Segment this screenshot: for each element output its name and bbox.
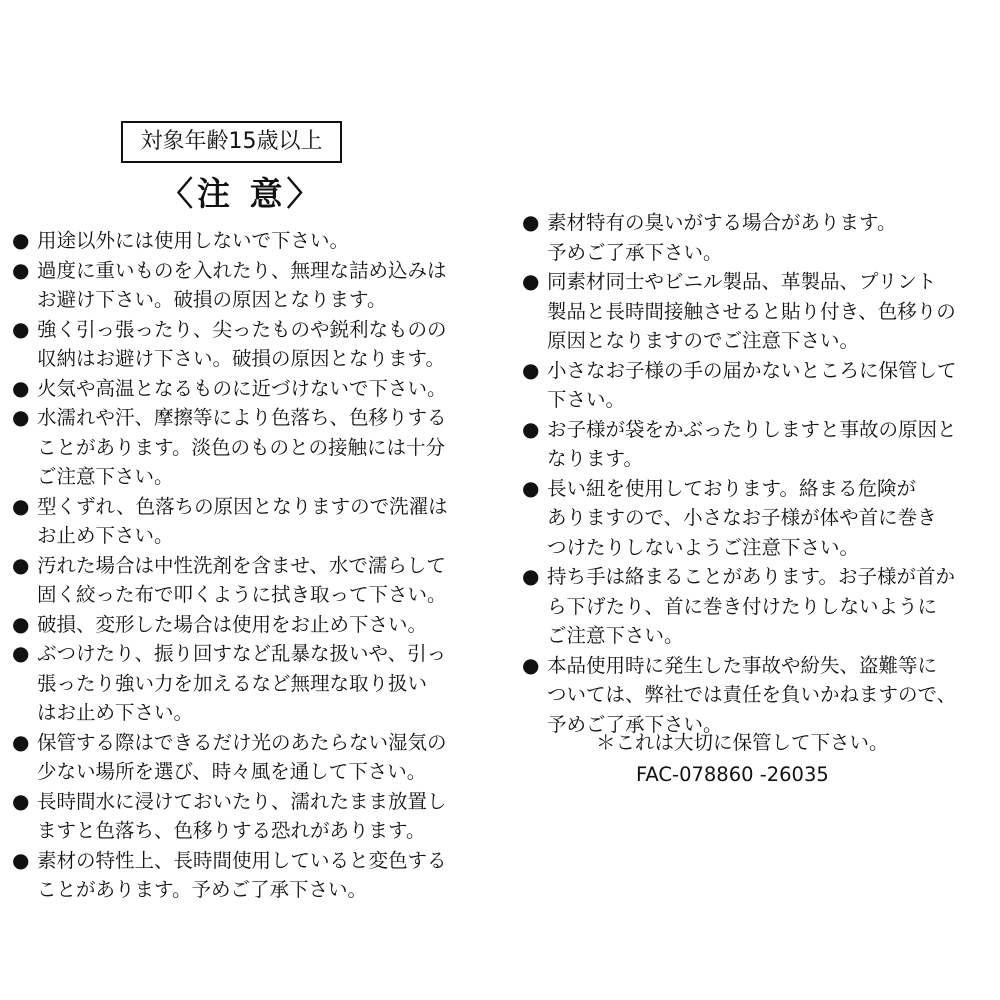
bullet-icon: ●	[12, 788, 30, 813]
caution-text-line: 過度に重いものを入れたり、無理な詰め込みは	[37, 258, 447, 282]
bullet-icon: ●	[522, 475, 540, 500]
bullet-icon: ●	[12, 257, 30, 282]
bullet-icon: ●	[522, 210, 540, 234]
caution-item	[522, 267, 988, 356]
caution-text-line: 持ち手は絡まることがあります。お子様が首か	[547, 565, 955, 588]
bullet-icon: ●	[12, 228, 30, 252]
bullet-icon: ●	[522, 357, 540, 382]
caution-text-line: 小さなお子様の手の届かないところに保管して	[547, 358, 957, 382]
caution-text-line: 水濡れや汗、摩擦等により色落ち、色移りする	[37, 406, 447, 429]
caution-text-line: ことがあります。淡色のものとの接触には十分	[37, 435, 445, 459]
caution-text-line: はお止め下さい。	[37, 701, 194, 724]
caution-text-line: 原因となりますのでご注意下さい。	[547, 329, 860, 352]
age-rating-label: 対象年齢15歳以上	[121, 121, 342, 163]
product-code: FAC-078860 -26035	[636, 763, 829, 786]
bullet-icon: ●	[522, 269, 540, 293]
caution-text-line: 同素材同士やビニル製品、革製品、プリント	[547, 270, 937, 293]
caution-text-line: 汚れた場合は中性洗剤を含ませ、水で濡らして	[37, 553, 446, 577]
caution-text-line: 本品使用時に発生した事故や紛失、盗難等に	[547, 653, 938, 677]
caution-item	[12, 551, 482, 610]
caution-text-line: 強く引っ張ったり、尖ったものや鋭利なものの	[37, 317, 447, 341]
caution-item	[12, 639, 482, 728]
caution-item	[12, 787, 482, 846]
caution-text-line: 予めご了承下さい。	[547, 712, 723, 736]
caution-text-line: ありますので、小さなお子様が体や首に巻き	[547, 506, 937, 529]
bullet-icon: ●	[12, 641, 30, 665]
caution-item	[522, 651, 988, 740]
bullet-icon: ●	[522, 652, 540, 677]
caution-text-line: ついては、弊社では責任を負いかねますので、	[547, 683, 957, 706]
caution-list-right	[522, 208, 988, 739]
caution-item	[12, 315, 482, 374]
caution-item	[522, 415, 988, 474]
caution-item	[12, 610, 482, 640]
bullet-icon: ●	[12, 405, 30, 429]
caution-text-line: お避け下さい。破損の原因となります。	[37, 288, 387, 311]
caution-text-line: 用途以外には使用しないで下さい。	[37, 229, 350, 252]
bullet-icon: ●	[522, 564, 540, 588]
caution-text-line: 保管する際はできるだけ光のあたらない湿気の	[37, 730, 447, 754]
caution-text-line: 型くずれ、色落ちの原因となりますので洗濯は	[37, 494, 448, 518]
caution-text-line: 火気や高温となるものに近づけないで下さい。	[37, 376, 447, 400]
caution-text-line: ことがあります。予めご了承下さい。	[37, 878, 367, 901]
caution-text-line: 少ない場所を選び、時々風を通して下さい。	[37, 760, 427, 783]
bullet-icon: ●	[12, 375, 30, 400]
caution-item	[12, 403, 482, 492]
caution-item	[522, 208, 988, 267]
caution-text-line: つけたりしないようご注意下さい。	[547, 535, 860, 559]
caution-item	[12, 226, 482, 256]
bullet-icon: ●	[12, 493, 30, 518]
bullet-icon: ●	[12, 729, 30, 754]
caution-item	[12, 256, 482, 315]
caution-list-left	[12, 226, 482, 905]
caution-text-line: 下さい。	[547, 388, 626, 411]
caution-heading: 〈注 意〉	[160, 174, 324, 213]
storage-note: ＊これは大切に保管して下さい。	[596, 731, 889, 754]
caution-text-line: ご注意下さい。	[547, 624, 684, 647]
caution-text-line: 予めご了承下さい。	[547, 240, 723, 264]
caution-text-line: ご注意下さい。	[37, 465, 174, 488]
caution-text-line: なります。	[547, 447, 643, 470]
caution-text-line: 製品と長時間接触させると貼り付き、色移りの	[547, 299, 956, 323]
caution-item	[12, 846, 482, 905]
bullet-icon: ●	[522, 416, 540, 441]
caution-text-line: 固く絞った布で叩くように拭き取って下さい。	[37, 583, 447, 606]
bullet-icon: ●	[12, 316, 30, 341]
caution-item	[522, 562, 988, 651]
caution-text-line: ら下げたり、首に巻き付けたりしないように	[547, 594, 938, 618]
caution-text-line: 素材の特性上、長時間使用していると変色する	[37, 848, 447, 872]
caution-text-line: 張ったり強い力を加えるなど無理な取り扱い	[37, 671, 428, 695]
caution-text-line: お止め下さい。	[37, 524, 174, 547]
caution-item	[522, 356, 988, 415]
caution-text-line: 収納はお避け下さい。破損の原因となります。	[37, 347, 445, 370]
caution-text-line: お子様が袋をかぶったりしますと事故の原因と	[547, 417, 957, 441]
bullet-icon: ●	[12, 611, 30, 636]
caution-text-line: 破損、変形した場合は使用をお止め下さい。	[37, 612, 428, 636]
caution-text-line: 長時間水に浸けておいたり、濡れたまま放置し	[37, 789, 447, 813]
caution-text-line: ますと色落ち、色移りする恐れがあります。	[37, 819, 426, 842]
caution-item	[522, 474, 988, 563]
caution-item	[12, 374, 482, 404]
caution-item	[12, 492, 482, 551]
bullet-icon: ●	[12, 847, 30, 872]
caution-text-line: ぶつけたり、振り回すなど乱暴な扱いや、引っ	[37, 642, 447, 665]
caution-text-line: 素材特有の臭いがする場合があります。	[547, 211, 897, 234]
bullet-icon: ●	[12, 552, 30, 577]
caution-text-line: 長い紐を使用しております。絡まる危険が	[547, 476, 916, 500]
caution-item	[12, 728, 482, 787]
